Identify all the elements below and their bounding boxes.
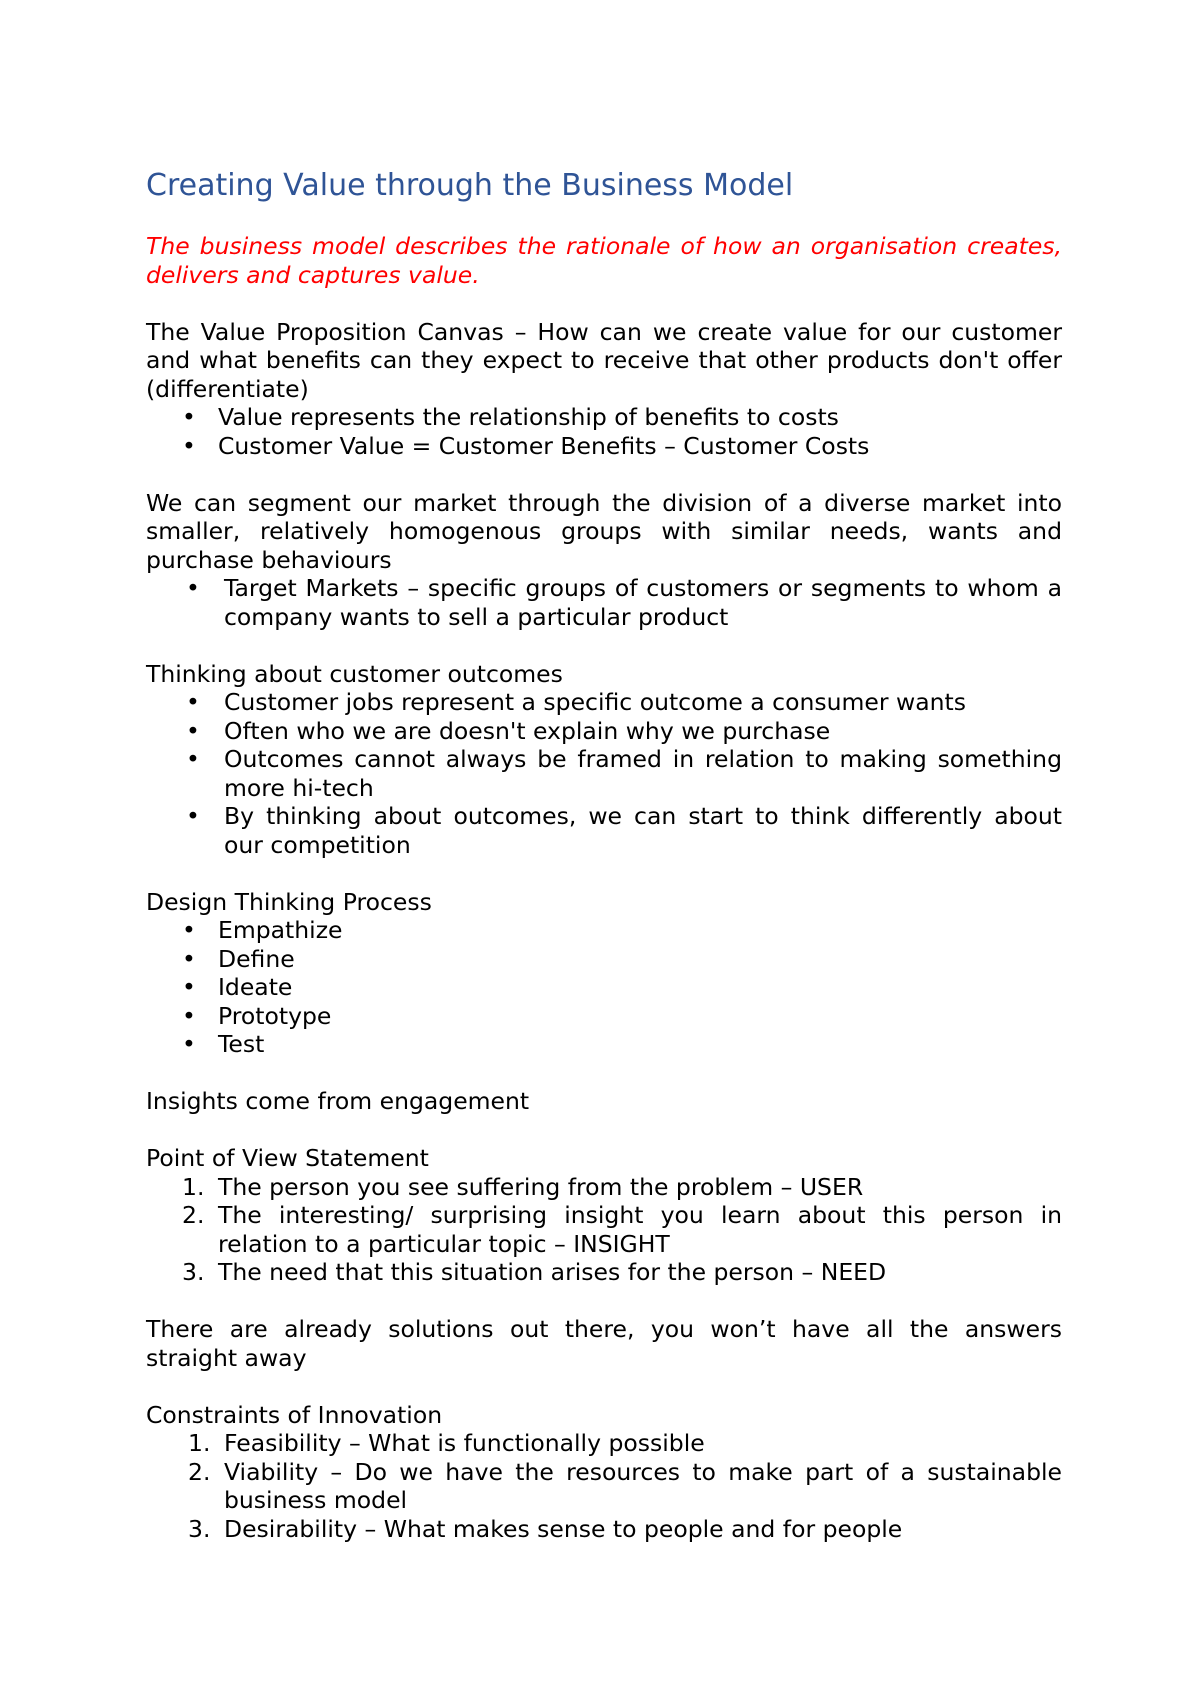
list-item <box>146 403 1062 432</box>
list-item-text: Define <box>218 944 295 973</box>
spacer <box>146 460 1062 489</box>
constraints-list <box>146 1429 1062 1543</box>
list-item <box>146 745 1062 802</box>
list-item <box>146 717 1062 746</box>
number-marker: 1. <box>188 1429 211 1457</box>
list-item <box>146 916 1062 945</box>
list-item-text: Customer Value = Customer Benefits – Customer Costs <box>218 431 870 460</box>
list-item-text: Ideate <box>218 973 293 1001</box>
point-of-view-list <box>146 1173 1062 1287</box>
list-item <box>146 574 1062 631</box>
list-item-text: Test <box>218 1030 265 1058</box>
list-item-text: Desirability – What makes sense to people and for people <box>224 1514 903 1543</box>
list-item-text: Customer jobs represent a specific outcome a consumer wants <box>224 688 966 716</box>
list-item-text: Feasibility – What is functionally possible <box>224 1429 705 1457</box>
list-item-text: The interesting/ surprising insight you learn about this person in relation to a particular topic – INSIGHT <box>218 1201 1062 1258</box>
list-item-text: The need that this situation arises for the person – NEED <box>218 1258 887 1286</box>
spacer <box>146 631 1062 660</box>
spacer <box>146 1059 1062 1088</box>
number-marker: 1. <box>182 1172 205 1201</box>
segmentation-list <box>146 574 1062 631</box>
bullet-marker: • <box>186 802 200 830</box>
list-item-text: Viability – Do we have the resources to make part of a sustainable business model <box>224 1457 1062 1514</box>
list-item-text: Target Markets – specific groups of customers or segments to whom a company wants to sell a particular product <box>224 574 1062 631</box>
section-intro-segmentation: We can segment our market through the division of a diverse market into smaller, relatively homogenous groups with similar needs, wants and purchase behaviours <box>146 488 1062 574</box>
list-item <box>146 1258 1062 1287</box>
spacer <box>146 1372 1062 1401</box>
document-page <box>146 166 1062 1543</box>
bullet-marker: • <box>182 403 196 431</box>
bullet-marker: • <box>186 716 200 745</box>
bullet-marker: • <box>186 745 200 773</box>
list-item <box>146 1002 1062 1031</box>
list-item <box>146 973 1062 1002</box>
list-item-text: Value represents the relationship of benefits to costs <box>218 403 839 431</box>
number-marker: 3. <box>182 1258 205 1286</box>
list-item-text: Prototype <box>218 1001 332 1030</box>
list-item <box>146 688 1062 717</box>
section-intro-constraints: Constraints of Innovation <box>146 1400 443 1429</box>
list-item <box>146 1429 1062 1458</box>
bullet-marker: • <box>182 973 196 1001</box>
bullet-marker: • <box>182 1030 196 1058</box>
bullet-marker: • <box>182 1001 196 1030</box>
number-marker: 2. <box>188 1457 211 1486</box>
spacer <box>146 1287 1062 1316</box>
list-item-text: Outcomes cannot always be framed in relation to making something more hi-tech <box>224 745 1062 802</box>
list-item-text: The person you see suffering from the problem – USER <box>218 1172 864 1201</box>
bullet-marker: • <box>182 431 196 460</box>
list-item <box>146 1458 1062 1515</box>
spacer <box>146 1116 1062 1145</box>
list-item-text: Often who we are doesn't explain why we purchase <box>224 716 831 745</box>
section-solutions: There are already solutions out there, you won’t have all the answers straight away <box>146 1315 1062 1372</box>
list-item <box>146 1173 1062 1202</box>
document-title: Creating Value through the Business Model <box>146 168 794 203</box>
value-proposition-list <box>146 403 1062 460</box>
spacer <box>146 859 1062 888</box>
list-item-text: Empathize <box>218 916 343 944</box>
spacer <box>146 289 1062 318</box>
bullet-marker: • <box>186 688 200 716</box>
list-item <box>146 945 1062 974</box>
number-marker: 3. <box>188 1514 211 1543</box>
list-item <box>146 432 1062 461</box>
section-intro-customer-outcomes: Thinking about customer outcomes <box>146 659 563 688</box>
list-item <box>146 1515 1062 1544</box>
list-item <box>146 802 1062 859</box>
bullet-marker: • <box>182 944 196 973</box>
list-item-text: By thinking about outcomes, we can start to think differently about our competition <box>224 802 1062 859</box>
number-marker: 2. <box>182 1201 205 1229</box>
customer-outcomes-list <box>146 688 1062 859</box>
section-intro-design-thinking: Design Thinking Process <box>146 887 432 916</box>
lead-paragraph: The business model describes the rationale of how an organisation creates, delivers and captures value. <box>146 232 1062 289</box>
list-item <box>146 1201 1062 1258</box>
section-insights: Insights come from engagement <box>146 1087 530 1115</box>
design-thinking-list <box>146 916 1062 1059</box>
section-intro-point-of-view: Point of View Statement <box>146 1144 429 1172</box>
bullet-marker: • <box>186 574 200 602</box>
bullet-marker: • <box>182 916 196 944</box>
section-intro-value-proposition: The Value Proposition Canvas – How can we create value for our customer and what benefits can they expect to receive that other products don't offer (differentiate) <box>146 317 1062 403</box>
list-item <box>146 1030 1062 1059</box>
